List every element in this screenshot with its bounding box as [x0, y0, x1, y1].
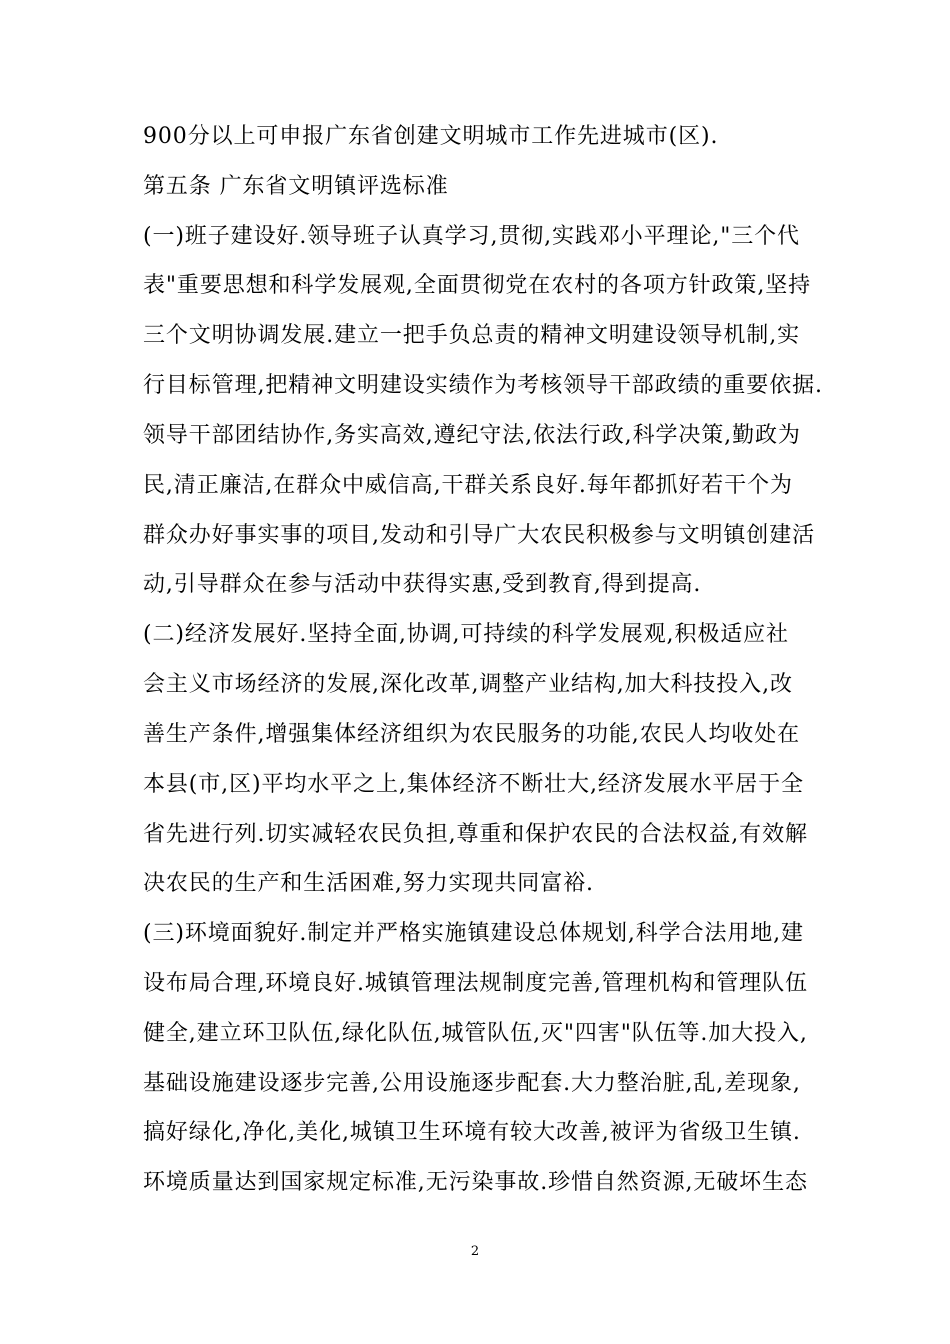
text-line: 900分以上可申报广东省创建文明城市工作先进城市(区). — [143, 124, 719, 149]
text-line: (三)环境面貌好.制定并严格实施镇建设总体规划,科学合法用地,建 — [143, 921, 804, 946]
text-line: 省先进行列.切实减轻农民负担,尊重和保护农民的合法权益,有效解 — [143, 822, 808, 847]
text-line: 设布局合理,环境良好.城镇管理法规制度完善,管理机构和管理队伍 — [143, 971, 808, 996]
text-line: 民,清正廉洁,在群众中威信高,干群关系良好.每年都抓好若干个为 — [143, 473, 793, 498]
text-line: 动,引导群众在参与活动中获得实惠,受到教育,得到提高. — [143, 572, 702, 597]
text-line: 健全,建立环卫队伍,绿化队伍,城管队伍,灭"四害"队伍等.加大投入, — [143, 1021, 808, 1046]
section-heading: 第五条 广东省文明镇评选标准 — [143, 174, 449, 199]
text-line: 善生产条件,增强集体经济组织为农民服务的功能,农民人均收处在 — [143, 722, 800, 747]
text-line: 搞好绿化,净化,美化,城镇卫生环境有较大改善,被评为省级卫生镇. — [143, 1120, 801, 1145]
text-line: 领导干部团结协作,务实高效,遵纪守法,依法行政,科学决策,勤政为 — [143, 423, 801, 448]
text-line: (二)经济发展好.坚持全面,协调,可持续的科学发展观,积极适应社 — [143, 622, 789, 647]
text-line: (一)班子建设好.领导班子认真学习,贯彻,实践邓小平理论,"三个代 — [143, 224, 800, 249]
text-line: 行目标管理,把精神文明建设实绩作为考核领导干部政绩的重要依据. — [143, 373, 823, 398]
text-line: 三个文明协调发展.建立一把手负总责的精神文明建设领导机制,实 — [143, 323, 800, 348]
text-line: 本县(市,区)平均水平之上,集体经济不断壮大,经济发展水平居于全 — [143, 772, 804, 797]
text-line: 会主义市场经济的发展,深化改革,调整产业结构,加大科技投入,改 — [143, 672, 793, 697]
text-line: 决农民的生产和生活困难,努力实现共同富裕. — [143, 871, 594, 896]
text-line: 环境质量达到国家规定标准,无污染事故.珍惜自然资源,无破坏生态 — [143, 1170, 808, 1195]
text-line: 群众办好事实事的项目,发动和引导广大农民积极参与文明镇创建活 — [143, 523, 815, 548]
text-line: 基础设施建设逐步完善,公用设施逐步配套.大力整治脏,乱,差现象, — [143, 1071, 801, 1096]
text-line: 表"重要思想和科学发展观,全面贯彻党在农村的各项方针政策,坚持 — [143, 273, 812, 298]
page-number: 2 — [470, 1244, 480, 1259]
